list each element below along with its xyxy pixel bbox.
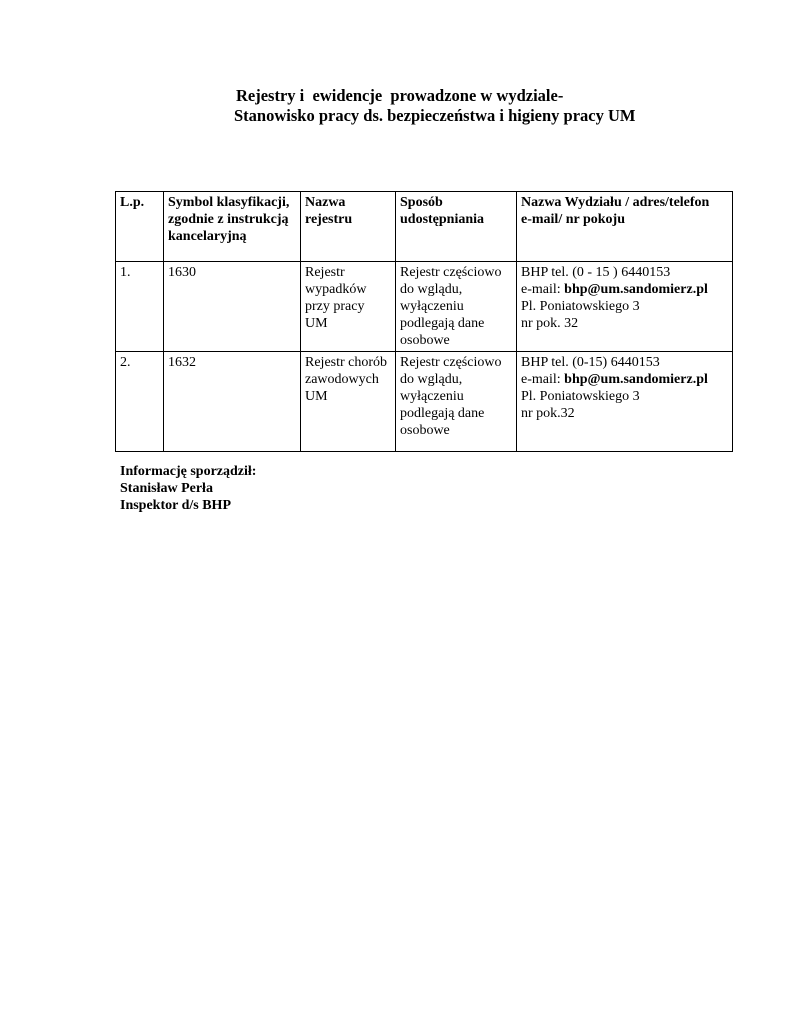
contact-address: Pl. Poniatowskiego 3 [521, 389, 640, 404]
email-label: e-mail: [521, 372, 565, 387]
header-lp: L.p. [116, 192, 164, 262]
cell-access-method: Rejestr częściowo do wglądu, wyłączeniu podlegają dane osobowe [396, 262, 517, 352]
cell-lp: 2. [116, 352, 164, 452]
cell-contact [517, 262, 733, 352]
header-register-name: Nazwa rejestru [301, 192, 396, 262]
cell-register-name: Rejestr wypadków przy pracy UM [301, 262, 396, 352]
cell-contact [517, 352, 733, 452]
contact-room: nr pok. 32 [521, 316, 579, 331]
email-link[interactable]: bhp@um.sandomierz.pl [564, 372, 708, 387]
contact-email-line [521, 371, 728, 388]
cell-symbol: 1630 [164, 262, 301, 352]
title-line-1: Rejestry i ewidencje prowadzone w wydziale- [236, 86, 564, 105]
header-department-contact: Nazwa Wydziału / adres/telefon e-mail/ nr pokoju [517, 192, 733, 262]
contact-email-line [521, 281, 728, 298]
registry-table [115, 191, 733, 452]
cell-register-name: Rejestr chorób zawodowych UM [301, 352, 396, 452]
cell-access-method: Rejestr częściowo do wglądu, wyłączeniu podlegają dane osobowe [396, 352, 517, 452]
header-access-method: Sposób udostępniania [396, 192, 517, 262]
cell-symbol: 1632 [164, 352, 301, 452]
table-row [116, 352, 733, 452]
table-header-row [116, 192, 733, 262]
email-link[interactable]: bhp@um.sandomierz.pl [564, 282, 708, 297]
cell-lp: 1. [116, 262, 164, 352]
signature-block [120, 463, 256, 514]
author-role: Inspektor d/s BHP [120, 498, 231, 513]
contact-address: Pl. Poniatowskiego 3 [521, 299, 640, 314]
prepared-by-label: Informację sporządził: [120, 464, 257, 479]
contact-phone: BHP tel. (0 - 15 ) 6440153 [521, 265, 671, 280]
email-label: e-mail: [521, 282, 565, 297]
header-symbol: Symbol klasyfikacji, zgodnie z instrukcją kancelaryjną [164, 192, 301, 262]
table-row [116, 262, 733, 352]
contact-room: nr pok.32 [521, 406, 575, 421]
contact-phone: BHP tel. (0-15) 6440153 [521, 355, 660, 370]
title-line-2: Stanowisko pracy ds. bezpieczeństwa i higieny pracy UM [234, 106, 636, 125]
author-name: Stanisław Perła [120, 481, 213, 496]
